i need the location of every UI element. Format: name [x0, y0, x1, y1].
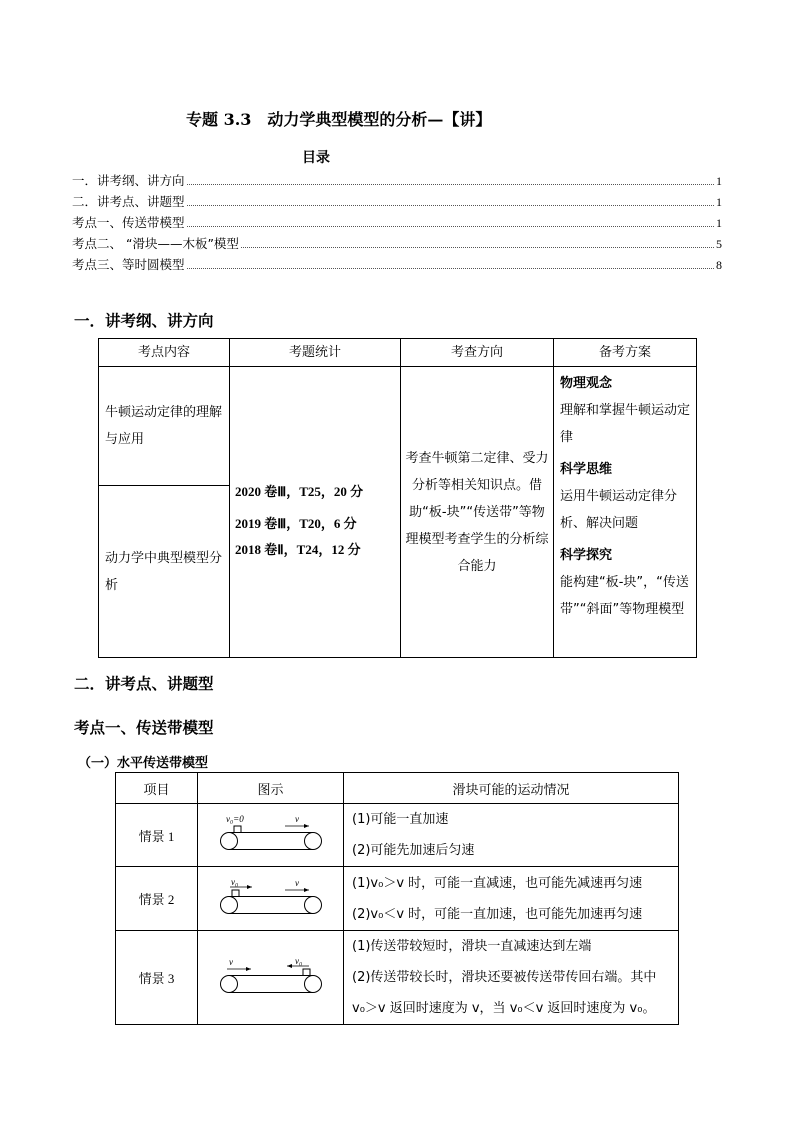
label-v: v	[228, 956, 233, 967]
toc-entry-text: 考点三、等时圆模型	[72, 257, 185, 272]
direction-cell: 考查牛顿第二定律、受力分析等相关知识点。借助“板-块”“传送带”等物理模型考查学生的分析综合能力	[401, 367, 554, 658]
stat-2019: 2019 卷Ⅲ，T20，6 分	[235, 516, 357, 531]
label-v: v	[294, 877, 299, 888]
topic-newton-laws: 牛顿运动定律的理解与应用	[99, 367, 230, 486]
belt-diagram-3	[198, 931, 344, 1025]
toc-entry[interactable]	[72, 192, 722, 210]
toc-entry[interactable]	[72, 213, 722, 231]
header-diagram: 图示	[198, 773, 344, 804]
header-direction: 考查方向	[401, 339, 554, 367]
toc-page: 8	[716, 258, 722, 272]
scenario-desc	[344, 931, 679, 1025]
toc-leader	[187, 225, 714, 227]
header-motion: 滑块可能的运动情况	[344, 773, 679, 804]
prep-title-thinking: 科学思维	[560, 462, 613, 477]
toc-page: 1	[716, 195, 722, 209]
desc-line: (2)v₀＜v 时，可能一直加速，也可能先加速再匀速	[352, 906, 643, 922]
toc-leader	[187, 183, 714, 185]
toc-entry-text: 二．讲考点、讲题型	[72, 194, 185, 209]
document-title: 专题 3.3 动力学典型模型的分析—【讲】	[186, 110, 492, 129]
prep-text-thinking: 运用牛顿运动定律分析、解决问题	[560, 489, 678, 531]
label-v0: v₀	[294, 955, 302, 966]
section-heading-2: 二．讲考点、讲题型	[74, 675, 214, 693]
scenario-label: 情景 2	[116, 867, 198, 931]
topic-typical-models: 动力学中典型模型分析	[99, 486, 230, 658]
label-v: v	[294, 814, 299, 824]
prep-cell	[554, 367, 697, 658]
scenario-desc	[344, 867, 679, 931]
desc-line: (1)传送带较短时，滑块一直减速达到左端	[352, 939, 592, 954]
keypoint-1-heading: 考点一、传送带模型	[74, 719, 214, 737]
desc-line: (2)传送带较长时，滑块还要被传送带传回右端。其中	[352, 970, 657, 985]
toc-leader	[187, 204, 714, 206]
label-v0-zero: v₀=0	[225, 814, 244, 824]
toc-leader	[187, 267, 714, 269]
belt-diagram-1	[198, 804, 344, 867]
stats-cell	[230, 367, 401, 658]
header-stats: 考题统计	[230, 339, 401, 367]
desc-line: (1)可能一直加速	[352, 812, 449, 827]
overview-table	[98, 338, 697, 658]
prep-text-concept: 理解和掌握牛顿运动定律	[560, 403, 691, 445]
toc-entry-text: 一．讲考纲、讲方向	[72, 173, 185, 188]
scenario-label: 情景 3	[116, 931, 198, 1025]
prep-title-concept: 物理观念	[560, 376, 613, 391]
header-prep: 备考方案	[554, 339, 697, 367]
toc-page: 1	[716, 174, 722, 188]
desc-line: (1)v₀＞v 时，可能一直减速，也可能先减速再匀速	[352, 875, 643, 891]
label-v0: v₀	[230, 876, 238, 887]
header-topic: 考点内容	[99, 339, 230, 367]
desc-line: (2)可能先加速后匀速	[352, 843, 475, 858]
section-heading-1: 一．讲考纲、讲方向	[74, 312, 214, 330]
stat-2018: 2018 卷Ⅱ，T24，12 分	[235, 542, 361, 557]
belt-diagram-2	[198, 867, 344, 931]
toc-page: 5	[716, 237, 722, 251]
toc-entry[interactable]	[72, 255, 722, 273]
toc-entry[interactable]	[72, 171, 722, 189]
header-item: 项目	[116, 773, 198, 804]
belt-table	[115, 772, 679, 1025]
stat-2020: 2020 卷Ⅲ，T25，20 分	[235, 484, 364, 499]
toc-entry[interactable]	[72, 234, 722, 252]
scenario-desc	[344, 804, 679, 867]
prep-text-inquiry: 能构建“板-块”，“传送带”“斜面”等物理模型	[560, 575, 689, 617]
desc-line: v₀＞v 返回时速度为 v，当 v₀＜v 返回时速度为 v₀。	[352, 1001, 656, 1016]
toc-leader	[241, 246, 714, 248]
prep-title-inquiry: 科学探究	[560, 548, 613, 563]
scenario-label: 情景 1	[116, 804, 198, 867]
toc-heading: 目录	[302, 150, 330, 166]
toc-entry-text: 考点二、 “滑块——木板”模型	[72, 236, 239, 251]
toc-page: 1	[716, 216, 722, 230]
subheading-horizontal-belt: （一）水平传送带模型	[78, 756, 209, 771]
toc-entry-text: 考点一、传送带模型	[72, 215, 185, 230]
